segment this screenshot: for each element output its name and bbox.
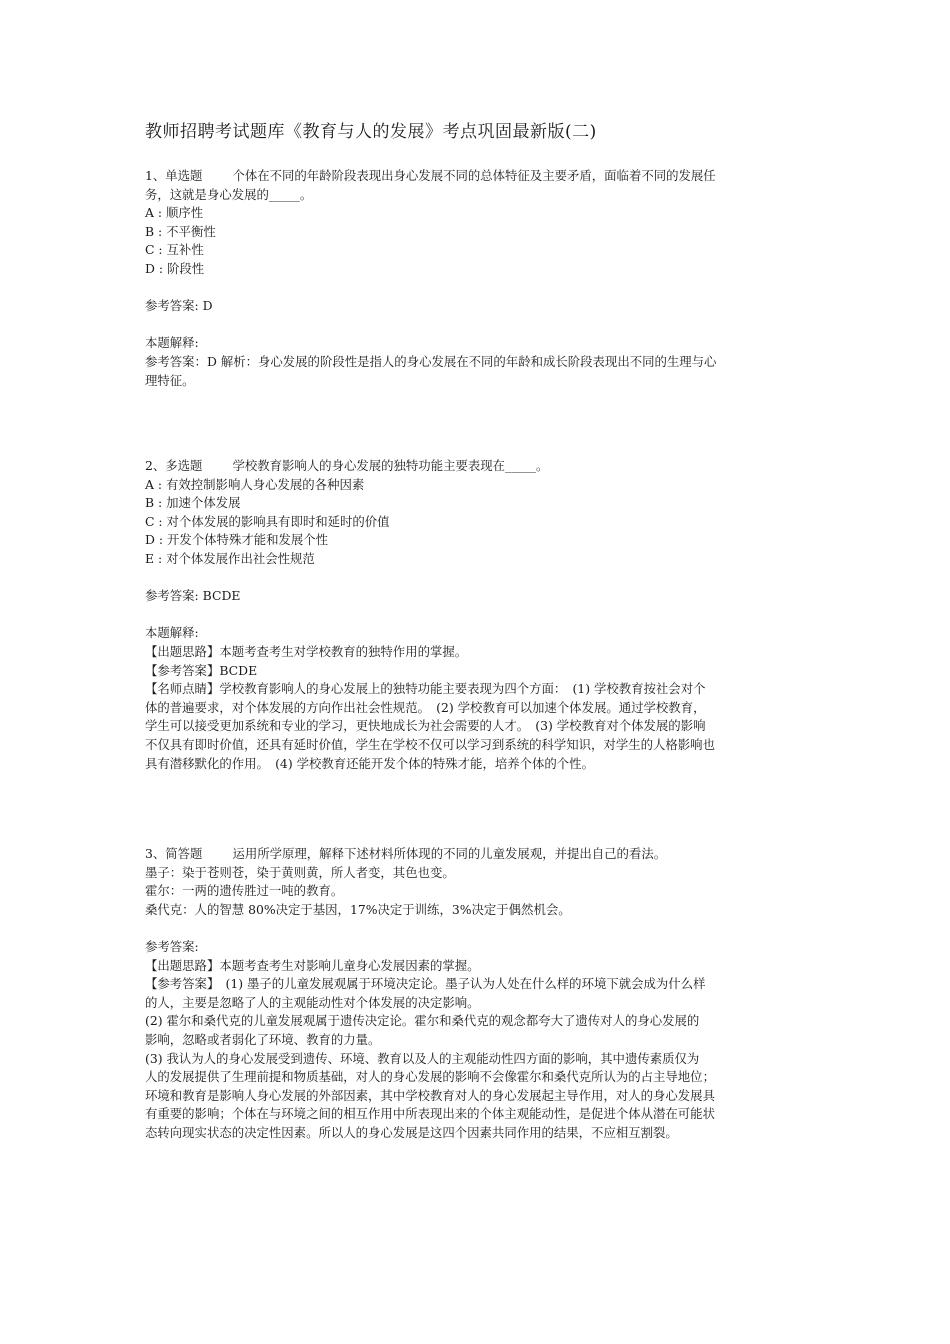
question-3-header	[145, 845, 810, 864]
question-3	[145, 845, 810, 1143]
question-1-option-d: D : 阶段性	[145, 260, 205, 276]
question-3-answer-line-10: 态转向现实状态的决定性因素。所以人的身心发展是这四个因素共同作用的结果，不应相互割裂。	[145, 1124, 678, 1140]
question-2-explain-line-4: 体的普遍要求，对个体发展的方向作出社会性规范。 (2) 学校教育可以加速个体发展。通过学校教育，	[145, 699, 706, 715]
question-2-option-b: B : 加速个体发展	[145, 495, 241, 511]
question-2-explain-line-7: 具有潜移默化的作用。 (4) 学校教育还能开发个体的特殊才能，培养个体的个性。	[145, 755, 594, 771]
question-2-option-d: D : 开发个体特殊才能和发展个性	[145, 532, 329, 548]
question-2-explain-line-3: 【名师点睛】学校教育影响人的身心发展上的独特功能主要表现为四个方面： (1) 学校教育按社会对个	[145, 681, 706, 697]
question-2-explain-line-1: 【出题思路】本题考查考生对学校教育的独特作用的掌握。	[145, 643, 468, 659]
question-3-answer-line-8: 环境和教育是影响人身心发展的外部因素，其中学校教育对人的身心发展起主导作用，对人的身心发展具	[145, 1087, 715, 1103]
question-3-stem: 运用所学原理，解释下述材料所体现的不同的儿童发展观，并提出自己的看法。	[232, 846, 667, 861]
question-3-material-2: 霍尔：一两的遗传胜过一吨的教育。	[145, 883, 344, 899]
question-3-answer-line-1: 【出题思路】本题考查考生对影响儿童身心发展因素的掌握。	[145, 957, 480, 973]
question-1	[145, 167, 810, 390]
question-1-type: 1、单选题	[145, 168, 203, 183]
question-2-explain-line-6: 不仅具有即时价值，还具有延时价值，学生在学校不仅可以学习到系统的科学知识，对学生的人格影响也	[145, 736, 715, 752]
question-3-answer-line-6: (3) 我认为人的身心发展受到遗传、环境、教育以及人的主观能动性四方面的影响，其中遗传素质仅为	[145, 1050, 700, 1066]
question-3-answer-line-3: 的人，主要是忽略了人的主观能动性对个体发展的决定影响。	[145, 994, 480, 1010]
question-1-option-a: A : 顺序性	[145, 205, 204, 221]
question-1-header	[145, 167, 810, 186]
question-3-type: 3、简答题	[145, 846, 203, 861]
question-1-answer: 参考答案: D	[145, 298, 213, 314]
question-1-option-c: C : 互补性	[145, 242, 204, 258]
page-title: 教师招聘考试题库《教育与人的发展》考点巩固最新版(二)	[145, 122, 597, 142]
question-2-answer: 参考答案: BCDE	[145, 588, 241, 604]
question-3-answer-line-7: 人的发展提供了生理前提和物质基础，对人的身心发展的影响不会像霍尔和桑代克所认为的占主导地位；	[145, 1069, 715, 1085]
question-2-explain-line-2: 【参考答案】BCDE	[145, 662, 258, 678]
question-1-option-b: B : 不平衡性	[145, 223, 216, 239]
question-3-material-3: 桑代克：人的智慧 80%决定于基因，17%决定于训练，3%决定于偶然机会。	[145, 901, 571, 917]
question-1-stem-cont: 务，这就是身心发展的_____。	[145, 186, 313, 202]
question-3-material-1: 墨子：染于苍则苍，染于黄则黄，所人者变，其色也变。	[145, 864, 455, 880]
question-1-stem: 个体在不同的年龄阶段表现出身心发展不同的总体特征及主要矛盾，面临着不同的发展任	[232, 168, 716, 183]
question-3-answer-line-5: 影响，忽略或者弱化了环境、教育的力量。	[145, 1031, 381, 1047]
question-1-explain-line-1: 参考答案：D 解析：身心发展的阶段性是指人的身心发展在不同的年龄和成长阶段表现出不同的生理与心	[145, 353, 717, 369]
question-2-stem: 学校教育影响人的身心发展的独特功能主要表现在_____。	[232, 458, 549, 473]
question-3-answer-line-9: 有重要的影响；个体在与环境之间的相互作用中所表现出来的个体主观能动性，是促进个体从潜在可能状	[145, 1106, 715, 1122]
question-1-explain-line-2: 理特征。	[145, 372, 195, 388]
question-3-answer-line-2: 【参考答案】 (1) 墨子的儿童发展观属于环境决定论。墨子认为人处在什么样的环境下就会成为什么样	[145, 976, 706, 992]
question-2-explain-line-5: 学生可以接受更加系统和专业的学习，更快地成长为社会需要的人才。 (3) 学校教育对个体发展的影响	[145, 718, 706, 734]
question-3-answer-line-4: (2) 霍尔和桑代克的儿童发展观属于遗传决定论。霍尔和桑代克的观念都夸大了遗传对人的身心发展的	[145, 1013, 700, 1029]
question-2	[145, 457, 810, 773]
question-2-header	[145, 457, 810, 476]
question-2-option-c: C : 对个体发展的影响具有即时和延时的价值	[145, 513, 390, 529]
question-2-type: 2、多选题	[145, 458, 203, 473]
question-2-option-a: A : 有效控制影响人身心发展的各种因素	[145, 476, 365, 492]
question-2-explain-label: 本题解释:	[145, 625, 199, 641]
question-2-option-e: E : 对个体发展作出社会性规范	[145, 550, 315, 566]
question-1-explain-label: 本题解释:	[145, 335, 199, 351]
question-3-answer-label: 参考答案:	[145, 938, 199, 954]
